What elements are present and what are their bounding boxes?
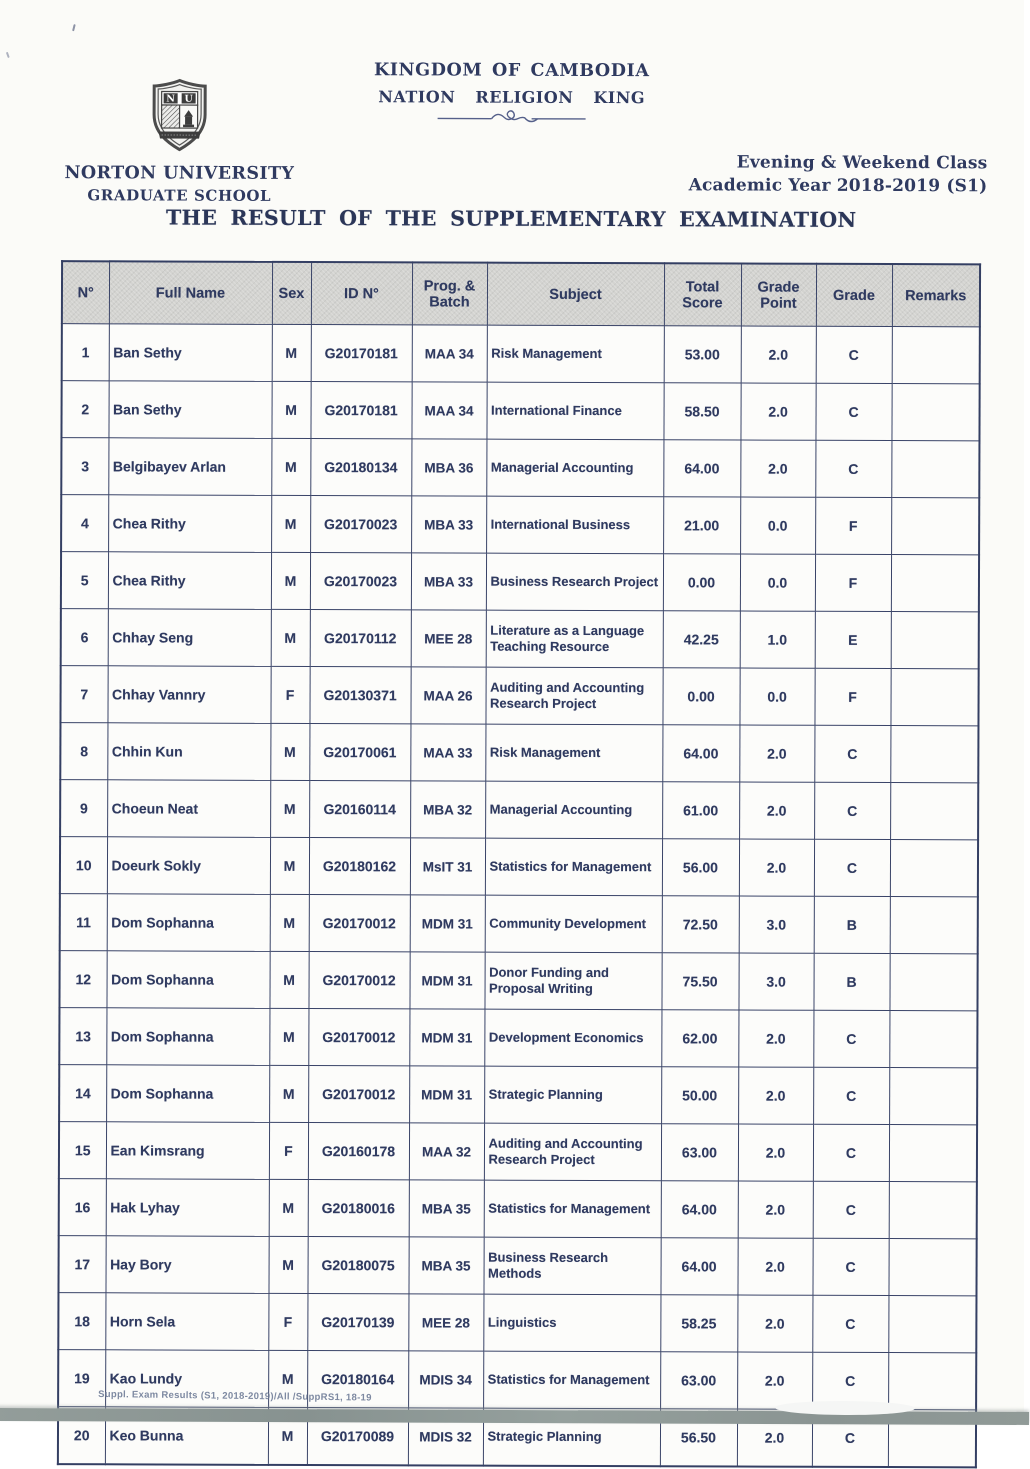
cell-grade: C — [813, 1124, 889, 1181]
cell-sex: M — [270, 894, 309, 951]
cell-subject: Business Research Project — [486, 553, 663, 611]
crest-letter-u: U — [184, 94, 193, 105]
column-header: Prog. & Batch — [412, 262, 487, 325]
cell-batch: MBA 32 — [410, 781, 485, 838]
cell-point: 2.0 — [737, 1295, 812, 1352]
table-row — [60, 780, 978, 840]
school-name: GRADUATE SCHOOL — [54, 186, 304, 205]
cell-name: Chea Rithy — [108, 495, 271, 553]
kingdom-header-block — [252, 60, 772, 133]
table-row — [61, 438, 979, 498]
cell-point: 1.0 — [740, 611, 815, 668]
cell-grade: C — [815, 440, 891, 497]
cell-score: 56.50 — [660, 1409, 737, 1467]
cell-batch: MBA 35 — [408, 1237, 483, 1294]
cell-score: 56.00 — [662, 839, 739, 896]
cell-subject: International Business — [486, 496, 663, 554]
cell-batch: MDIS 34 — [408, 1351, 483, 1408]
cell-grade: C — [814, 725, 890, 782]
cell-batch: MDM 31 — [409, 1066, 484, 1123]
cell-grade: C — [813, 1067, 889, 1124]
cell-remarks — [888, 1296, 976, 1353]
cell-name: Chhay Seng — [108, 609, 271, 667]
cell-name: Keo Bunna — [105, 1407, 268, 1465]
cell-no: 12 — [59, 951, 106, 1008]
cell-subject: Donor Funding and Proposal Writing — [484, 952, 661, 1010]
cell-name: Chhay Vannry — [107, 666, 270, 724]
cell-batch: MAA 26 — [410, 667, 485, 724]
cell-point: 2.0 — [739, 725, 814, 782]
cell-batch: MBA 33 — [411, 553, 486, 610]
cell-id: G20170012 — [309, 895, 410, 952]
cell-sex: M — [269, 1008, 308, 1065]
table-row — [59, 1065, 977, 1125]
document-title: THE RESULT OF THE SUPPLEMENTARY EXAMINATION — [0, 205, 1023, 233]
cell-remarks — [891, 498, 979, 555]
cell-score: 63.00 — [661, 1124, 738, 1181]
column-header: Grade Point — [741, 264, 816, 327]
cell-id: G20170023 — [310, 553, 411, 610]
cell-subject: Community Development — [485, 895, 662, 953]
cell-batch: MBA 33 — [411, 496, 486, 553]
cell-grade: C — [815, 383, 891, 440]
cell-batch: MEE 28 — [408, 1294, 483, 1351]
cell-sex: M — [270, 723, 309, 780]
cell-remarks — [892, 327, 980, 384]
cell-no: 5 — [61, 552, 108, 609]
cell-score: 42.25 — [663, 611, 740, 668]
cell-batch: MDM 31 — [409, 1009, 484, 1066]
cell-grade: F — [814, 668, 890, 725]
table-row — [59, 951, 977, 1011]
cell-sex: M — [269, 951, 308, 1008]
cell-id: G20160114 — [309, 781, 410, 838]
cell-sex: M — [271, 438, 310, 495]
column-header: Grade — [816, 264, 892, 327]
cell-sex: M — [268, 1350, 307, 1407]
cell-remarks — [891, 612, 979, 669]
table-row — [61, 495, 979, 555]
cell-point: 2.0 — [740, 440, 815, 497]
cell-sex: M — [268, 1236, 307, 1293]
kingdom-title: KINGDOM OF CAMBODIA — [252, 60, 772, 82]
footer-note: Suppl. Exam Results (S1, 2018-2019)/All /SuppRS1, 18-19 — [98, 1389, 372, 1404]
cell-score: 64.00 — [663, 440, 740, 497]
cell-no: 7 — [60, 666, 107, 723]
cell-no: 11 — [60, 894, 107, 951]
cell-no: 9 — [60, 780, 107, 837]
cell-score: 72.50 — [662, 896, 739, 953]
cell-sex: M — [271, 552, 310, 609]
cell-no: 16 — [59, 1179, 106, 1236]
cell-sex: M — [268, 1407, 307, 1465]
cell-remarks — [891, 384, 979, 441]
cell-subject: Auditing and Accounting Research Project — [484, 1123, 661, 1181]
cell-name: Hay Bory — [105, 1236, 268, 1294]
cell-remarks — [888, 1239, 976, 1296]
cell-sex: M — [271, 495, 310, 552]
table-row — [59, 1122, 977, 1182]
cell-remarks — [889, 1125, 977, 1182]
cell-score: 21.00 — [663, 497, 740, 554]
university-crest-logo — [146, 77, 212, 153]
cell-id: G20170061 — [309, 724, 410, 781]
cell-grade: C — [813, 1010, 889, 1067]
cell-no: 1 — [62, 324, 109, 381]
cell-subject: Business Research Methods — [483, 1237, 660, 1295]
cell-remarks — [889, 1182, 977, 1239]
column-header: Subject — [487, 263, 664, 326]
cell-batch: MBA 36 — [411, 439, 486, 496]
cell-grade: C — [813, 1181, 889, 1238]
cell-grade: C — [812, 1295, 888, 1352]
cell-remarks — [889, 1011, 977, 1068]
cell-no: 19 — [58, 1350, 105, 1407]
cell-no: 15 — [59, 1122, 106, 1179]
cell-score: 64.00 — [661, 1181, 738, 1238]
cell-score: 58.25 — [660, 1295, 737, 1352]
cell-id: G20170112 — [310, 610, 411, 667]
cell-id: G20170012 — [308, 1009, 409, 1066]
cell-id: G20170012 — [308, 952, 409, 1009]
university-name: NORTON UNIVERSITY — [54, 163, 304, 184]
cell-no: 8 — [60, 723, 107, 780]
cell-point: 0.0 — [740, 497, 815, 554]
results-table — [57, 260, 981, 1468]
cell-batch: MAA 33 — [410, 724, 485, 781]
cell-remarks — [890, 783, 978, 840]
cell-no: 4 — [61, 495, 108, 552]
cell-no: 18 — [58, 1293, 105, 1350]
cell-grade: B — [813, 953, 889, 1010]
cell-grade: C — [816, 326, 892, 383]
cell-subject: Risk Management — [487, 325, 664, 383]
cell-id: G20180164 — [307, 1351, 408, 1408]
cell-id: G20170012 — [308, 1066, 409, 1123]
cell-score: 64.00 — [660, 1238, 737, 1295]
cell-id: G20170181 — [311, 325, 412, 382]
scan-speck — [6, 52, 10, 58]
cell-remarks — [889, 1068, 977, 1125]
cell-point: 2.0 — [739, 839, 814, 896]
cell-point: 2.0 — [737, 1409, 812, 1467]
cell-sex: M — [272, 324, 311, 381]
cell-point: 3.0 — [739, 896, 814, 953]
cell-sex: M — [270, 780, 309, 837]
cell-batch: MAA 32 — [409, 1123, 484, 1180]
cell-sex: F — [269, 1122, 308, 1179]
cell-score: 0.00 — [663, 554, 740, 611]
cell-subject: Managerial Accounting — [485, 781, 662, 839]
cell-remarks — [890, 897, 978, 954]
cell-id: G20170181 — [310, 382, 411, 439]
cell-grade: C — [812, 1238, 888, 1295]
class-info: Evening & Weekend Class — [689, 151, 988, 175]
cell-subject: Managerial Accounting — [486, 439, 663, 497]
cell-name: Ean Kimsrang — [106, 1122, 269, 1180]
cell-point: 2.0 — [738, 1067, 813, 1124]
cell-subject: Auditing and Accounting Research Project — [485, 667, 662, 725]
cell-name: Kao Lundy — [105, 1350, 268, 1408]
cell-remarks — [891, 555, 979, 612]
column-header: N° — [62, 261, 109, 324]
cell-name: Choeun Neat — [107, 780, 270, 838]
cell-batch: MDIS 32 — [408, 1408, 483, 1466]
cell-name: Dom Sophanna — [106, 1065, 269, 1123]
scan-speck — [72, 24, 76, 31]
cell-id: G20130371 — [309, 667, 410, 724]
cell-sex: M — [271, 609, 310, 666]
cell-point: 0.0 — [739, 668, 814, 725]
cell-subject: Strategic Planning — [484, 1066, 661, 1124]
cell-id: G20180075 — [307, 1237, 408, 1294]
cell-id: G20180134 — [310, 439, 411, 496]
table-row — [60, 837, 978, 897]
cell-batch: MEE 28 — [411, 610, 486, 667]
cell-point: 2.0 — [737, 1352, 812, 1409]
divider-ornament-icon — [432, 108, 592, 127]
class-info-block — [689, 151, 988, 198]
cell-score: 0.00 — [662, 668, 739, 725]
table-row — [58, 1236, 976, 1296]
table-row — [61, 381, 979, 441]
cell-name: Chea Rithy — [108, 552, 271, 610]
cell-point: 0.0 — [740, 554, 815, 611]
cell-id: G20180016 — [308, 1180, 409, 1237]
table-row — [59, 1008, 977, 1068]
cell-remarks — [891, 441, 979, 498]
cell-id: G20170023 — [310, 496, 411, 553]
cell-score: 62.00 — [661, 1010, 738, 1067]
cell-remarks — [888, 1353, 976, 1410]
cell-grade: F — [815, 554, 891, 611]
cell-sex: M — [269, 1065, 308, 1122]
table-row — [60, 723, 978, 783]
cell-grade: C — [812, 1352, 888, 1409]
cell-id: G20170089 — [307, 1408, 408, 1466]
cell-grade: C — [812, 1409, 888, 1467]
table-row — [61, 552, 979, 612]
cell-batch: MAA 34 — [411, 382, 486, 439]
cell-sex: F — [270, 666, 309, 723]
cell-score: 64.00 — [662, 725, 739, 782]
table-header-row — [62, 261, 980, 327]
cell-sex: M — [269, 1179, 308, 1236]
cell-score: 58.50 — [663, 383, 740, 440]
cell-score: 61.00 — [662, 782, 739, 839]
cell-point: 2.0 — [740, 383, 815, 440]
cell-batch: MAA 34 — [412, 325, 487, 382]
cell-grade: F — [815, 497, 891, 554]
cell-name: Horn Sela — [105, 1293, 268, 1351]
table-row — [60, 666, 978, 726]
cell-grade: C — [814, 782, 890, 839]
cell-name: Dom Sophanna — [106, 1008, 269, 1066]
cell-remarks — [890, 669, 978, 726]
cell-point: 2.0 — [741, 326, 816, 383]
column-header: Total Score — [664, 263, 741, 326]
cell-subject: Strategic Planning — [483, 1408, 660, 1466]
cell-grade: E — [815, 611, 891, 668]
national-motto: NATION RELIGION KING — [252, 87, 772, 108]
cell-name: Belgibayev Arlan — [108, 438, 271, 496]
column-header: Sex — [272, 262, 311, 325]
cell-score: 75.50 — [661, 953, 738, 1010]
cell-point: 2.0 — [738, 1124, 813, 1181]
cell-subject: Development Economics — [484, 1009, 661, 1067]
cell-remarks — [890, 726, 978, 783]
column-header: Full Name — [109, 261, 272, 324]
cell-subject: Statistics for Management — [485, 838, 662, 896]
cell-remarks — [889, 954, 977, 1011]
cell-grade: C — [814, 839, 890, 896]
cell-point: 3.0 — [738, 953, 813, 1010]
cell-sex: M — [271, 381, 310, 438]
cell-no: 6 — [61, 609, 108, 666]
cell-point: 2.0 — [738, 1181, 813, 1238]
cell-subject: International Finance — [486, 382, 663, 440]
table-row — [61, 609, 979, 669]
cell-score: 63.00 — [660, 1352, 737, 1409]
column-header: Remarks — [892, 264, 980, 327]
cell-subject: Linguistics — [483, 1294, 660, 1352]
cell-point: 2.0 — [737, 1238, 812, 1295]
cell-sex: F — [268, 1293, 307, 1350]
table-row — [60, 894, 978, 954]
cell-grade: B — [814, 896, 890, 953]
cell-subject: Literature as a Language Teaching Resource — [486, 610, 663, 668]
cell-name: Dom Sophanna — [106, 951, 269, 1009]
table-row — [58, 1293, 976, 1353]
cell-no: 3 — [61, 438, 108, 495]
column-header: ID N° — [311, 262, 412, 325]
cell-batch: MsIT 31 — [410, 838, 485, 895]
cell-subject: Statistics for Management — [484, 1180, 661, 1238]
cell-no: 10 — [60, 837, 107, 894]
cell-sex: M — [270, 837, 309, 894]
cell-score: 53.00 — [664, 326, 741, 383]
cell-no: 20 — [58, 1407, 105, 1465]
cell-id: G20180162 — [309, 838, 410, 895]
cell-no: 14 — [59, 1065, 106, 1122]
academic-year: Academic Year 2018-2019 (S1) — [689, 174, 988, 198]
cell-no: 17 — [58, 1236, 105, 1293]
table-row — [59, 1179, 977, 1239]
table-row — [62, 324, 980, 384]
cell-point: 2.0 — [738, 1010, 813, 1067]
cell-name: Ban Sethy — [109, 324, 272, 382]
cell-no: 2 — [61, 381, 108, 438]
cell-batch: MDM 31 — [410, 895, 485, 952]
cell-point: 2.0 — [739, 782, 814, 839]
cell-name: Hak Lyhay — [106, 1179, 269, 1237]
cell-subject: Statistics for Management — [483, 1351, 660, 1409]
cell-remarks — [890, 840, 978, 897]
cell-batch: MBA 35 — [409, 1180, 484, 1237]
cell-name: Chhin Kun — [107, 723, 270, 781]
cell-no: 13 — [59, 1008, 106, 1065]
cell-score: 50.00 — [661, 1067, 738, 1124]
cell-id: G20160178 — [308, 1123, 409, 1180]
cell-name: Ban Sethy — [108, 381, 271, 439]
cell-name: Doeurk Sokly — [107, 837, 270, 895]
cell-subject: Risk Management — [485, 724, 662, 782]
cell-id: G20170139 — [307, 1294, 408, 1351]
crest-letter-n: N — [166, 94, 175, 105]
cell-batch: MDM 31 — [409, 952, 484, 1009]
cell-name: Dom Sophanna — [107, 894, 270, 952]
